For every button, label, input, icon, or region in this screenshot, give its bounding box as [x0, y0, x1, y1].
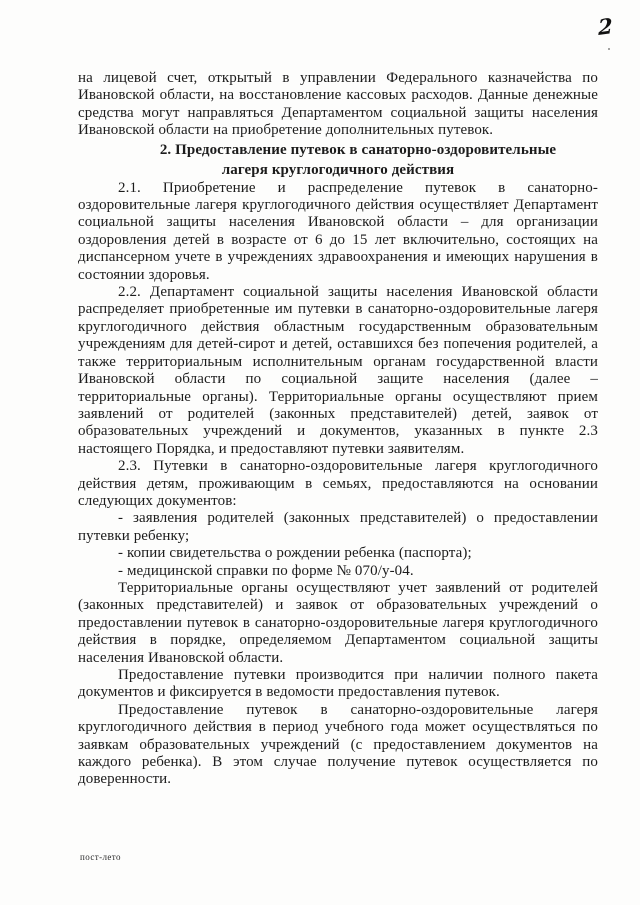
- section-heading: 2. Предоставление путевок в санаторно-оздоровительные лагеря круглогодичного действия: [159, 141, 557, 178]
- paragraph-2-1: 2.1. Приобретение и распределение путевок в санаторно-оздоровительные лагеря круглогодичного действия осуществляет Департамент социальной защиты населения Ивановской области – для организации оздоровления детей в возрасте от 6 до 15 лет включительно, состоящих на диспансерном учете в учреждениях здравоохранения и имеющих нарушения в состоянии здоровья.: [78, 179, 598, 283]
- paragraph-voucher-issuance: Предоставление путевки производится при наличии полного пакета документов и фиксируется в ведомости предоставления путевок.: [78, 667, 598, 701]
- paragraph-territorial-organs: Территориальные органы осуществляют учет заявлений от родителей (законных представителей) и заявок от образовательных учреждений о предоставлении путевок в санаторно-оздоровительные лагеря круглогодичного действия в порядке, определяемом Департаментом социальной защиты населения Ивановской области.: [78, 579, 598, 666]
- handwritten-page-number: 2: [597, 12, 613, 41]
- paragraph-2-2: 2.2. Департамент социальной защиты населения Ивановской области распределяет приобретенные им путевки в санаторно-оздоровительные лагеря круглогодичного действия областным государственным образовательным учреждениям для детей-сирот и детей, оставшихся без попечения родителей, а также территориальным исполнительным органам государственной власти Ивановской области по социальной защите населения (далее – территориальные органы). Территориальные органы осуществляют прием заявлений от родителей (законных представителей) детей, заявок от образовательных учреждений и документов, указанных в пункте 2.3 настоящего Порядка, и предоставляют путевки заявителям.: [78, 284, 598, 457]
- paragraph-school-year-vouchers: Предоставление путевок в санаторно-оздоровительные лагеря круглогодичного действия в период учебного года может осуществляться по заявкам образовательных учреждений (с предоставлением документов на каждого ребенка). В этом случае получение путевок осуществляется по доверенности.: [78, 701, 598, 788]
- footer-note: пост-лето: [80, 852, 121, 862]
- document-body: [78, 70, 598, 789]
- paragraph-2-3-intro: 2.3. Путевки в санаторно-оздоровительные лагеря круглогодичного действия детям, проживающим в семьях, предоставляются на основании следующих документов:: [78, 458, 598, 509]
- list-item-parent-application: - заявления родителей (законных представителей) о предоставлении путевки ребенку;: [78, 510, 598, 544]
- scan-noise-dot: [608, 48, 610, 50]
- paragraph-continuation: на лицевой счет, открытый в управлении Федерального казначейства по Ивановской области, на восстановление кассовых расходов. Данные денежные средства могут направляться Департаментом социальной защиты населения Ивановской области на приобретение дополнительных путевок.: [78, 70, 598, 139]
- list-item-medical-certificate: - медицинской справки по форме № 070/у-04.: [118, 562, 414, 579]
- list-item-birth-certificate: - копии свидетельства о рождении ребенка (паспорта);: [118, 545, 472, 562]
